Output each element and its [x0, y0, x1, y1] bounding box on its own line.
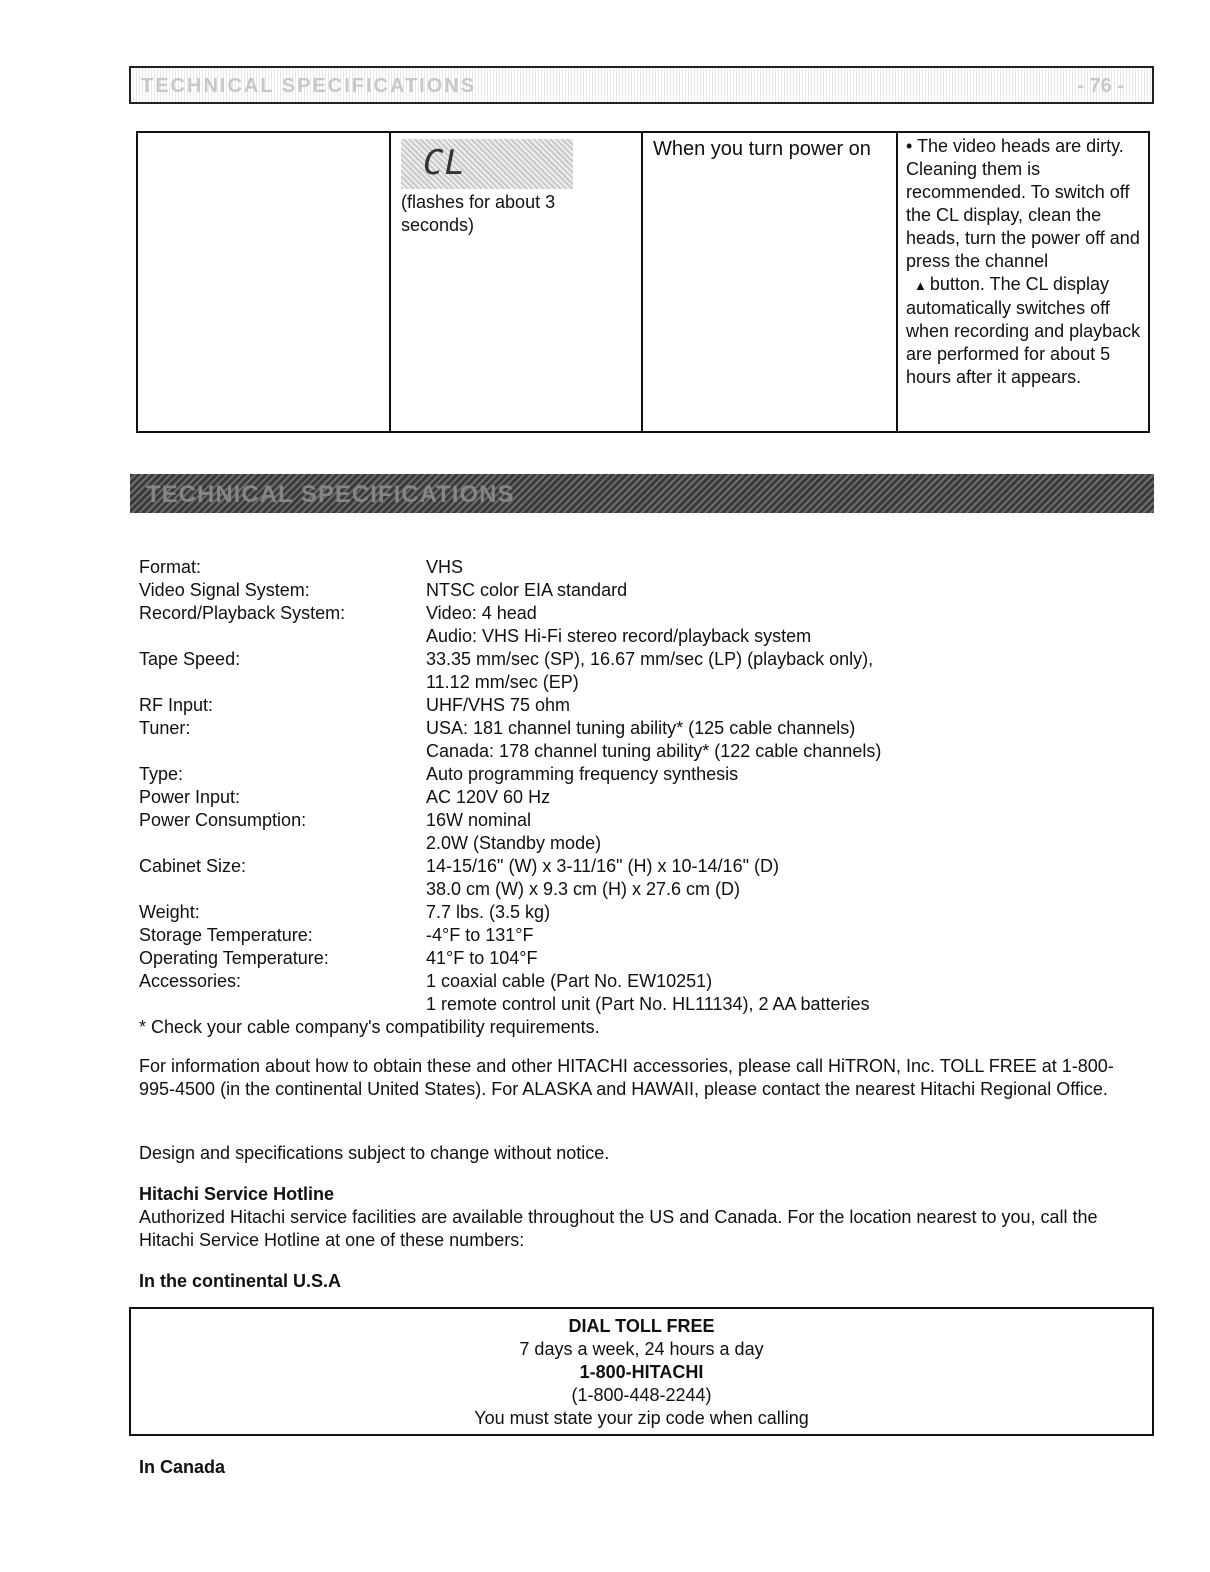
spec-values — [426, 786, 1139, 809]
spec-value: 33.35 mm/sec (SP), 16.67 mm/sec (LP) (playback only), — [426, 649, 874, 669]
spec-values — [426, 970, 1139, 1016]
spec-row — [139, 809, 1139, 855]
spec-label: Record/Playback System: — [139, 603, 346, 623]
accessories-info: For information about how to obtain these and other HITACHI accessories, please call HiTRON, Inc. TOLL FREE at 1-800-995-4500 (in the continental United States). For ALASKA and HAWAII, please contact the nearest Hitachi Regional Office. — [139, 1056, 1114, 1099]
spec-value: AC 120V 60 Hz — [426, 787, 551, 807]
spec-label: Operating Temperature: — [139, 948, 329, 968]
cl-display-graphic — [401, 139, 573, 189]
remedy-part-1: • The video heads are dirty. Cleaning them is recommended. To switch off the CL display, clean the heads, turn the power off and press the channel — [906, 136, 1140, 271]
spec-label: Video Signal System: — [139, 580, 310, 600]
troubleshooting-table — [136, 131, 1150, 433]
spec-label: Weight: — [139, 902, 200, 922]
spec-row — [139, 602, 1139, 648]
spec-value: USA: 181 channel tuning ability* (125 cable channels) — [426, 718, 856, 738]
spec-values — [426, 947, 1139, 970]
dial-toll-free: DIAL TOLL FREE — [568, 1316, 715, 1336]
spec-rows — [139, 556, 1139, 1016]
header-title: TECHNICAL SPECIFICATIONS — [141, 75, 477, 97]
spec-value: 14-15/16" (W) x 3-11/16" (H) x 10-14/16" (D) — [426, 856, 779, 876]
spec-label: Type: — [139, 764, 184, 784]
spec-value: 2.0W (Standby mode) — [426, 833, 602, 853]
spec-row — [139, 694, 1139, 717]
spec-row — [139, 556, 1139, 579]
spec-value: 11.12 mm/sec (EP) — [426, 672, 579, 692]
table-row — [137, 132, 1149, 432]
spec-label: RF Input: — [139, 695, 214, 715]
spec-value: 1 coaxial cable (Part No. EW10251) — [426, 971, 713, 991]
condition-cell — [642, 132, 897, 432]
spec-label: Tape Speed: — [139, 649, 241, 669]
hotline-digits: (1-800-448-2244) — [571, 1385, 712, 1405]
spec-values — [426, 717, 1139, 763]
display-caption: (flashes for about 3 seconds) — [401, 192, 556, 235]
spec-row — [139, 855, 1139, 901]
spec-row — [139, 579, 1139, 602]
hotline-box — [129, 1307, 1154, 1436]
spec-value: Audio: VHS Hi-Fi stereo record/playback system — [426, 626, 812, 646]
spec-values — [426, 901, 1139, 924]
spec-values — [426, 809, 1139, 855]
spec-row — [139, 947, 1139, 970]
spec-label: Power Consumption: — [139, 810, 307, 830]
spec-row — [139, 648, 1139, 694]
spec-label: Format: — [139, 557, 202, 577]
spec-row — [139, 970, 1139, 1016]
spec-value: NTSC color EIA standard — [426, 580, 628, 600]
hotline-heading: Hitachi Service Hotline — [139, 1184, 335, 1204]
cl-display-code: CL — [423, 143, 466, 183]
display-cell — [390, 132, 642, 432]
remedy-part-2: button. The CL display automatically switches off when recording and playback are performed for about 5 hours after it appears. — [906, 274, 1141, 387]
spec-label: Accessories: — [139, 971, 242, 991]
spec-value: 1 remote control unit (Part No. HL11134), 2 AA batteries — [426, 994, 870, 1014]
spec-values — [426, 648, 1139, 694]
spec-row — [139, 924, 1139, 947]
spec-label: Tuner: — [139, 718, 191, 738]
remedy-cell — [897, 132, 1149, 432]
spec-row — [139, 786, 1139, 809]
hotline-number: 1-800-HITACHI — [579, 1362, 704, 1382]
usa-heading: In the continental U.S.A — [139, 1271, 342, 1291]
spec-values — [426, 602, 1139, 648]
empty-cell — [137, 132, 390, 432]
spec-list — [139, 556, 1139, 1039]
spec-value: UHF/VHS 75 ohm — [426, 695, 571, 715]
spec-values — [426, 855, 1139, 901]
spec-row — [139, 901, 1139, 924]
spec-value: 41°F to 104°F — [426, 948, 538, 968]
spec-row — [139, 763, 1139, 786]
spec-values — [426, 556, 1139, 579]
zip-notice: You must state your zip code when calling — [474, 1408, 809, 1428]
spec-label: Cabinet Size: — [139, 856, 247, 876]
spec-value: VHS — [426, 557, 464, 577]
availability: 7 days a week, 24 hours a day — [519, 1339, 764, 1359]
canada-heading: In Canada — [139, 1457, 226, 1477]
remedy-text — [906, 135, 1148, 389]
footnote: * Check your cable company's compatibility requirements. — [139, 1017, 600, 1037]
section-banner — [130, 474, 1154, 513]
spec-label: Storage Temperature: — [139, 925, 313, 945]
spec-value: -4°F to 131°F — [426, 925, 534, 945]
page-header-bar — [129, 66, 1154, 104]
spec-values — [426, 763, 1139, 786]
spec-value: Canada: 178 channel tuning ability* (122 cable channels) — [426, 741, 882, 761]
disclaimer: Design and specifications subject to change without notice. — [139, 1143, 610, 1163]
spec-value: 38.0 cm (W) x 9.3 cm (H) x 27.6 cm (D) — [426, 879, 741, 899]
spec-value: 7.7 lbs. (3.5 kg) — [426, 902, 551, 922]
section-title: TECHNICAL SPECIFICATIONS — [146, 481, 515, 508]
condition-text: When you turn power on — [653, 138, 871, 160]
page-number: - 76 - — [1077, 75, 1124, 97]
spec-values — [426, 924, 1139, 947]
spec-value: 16W nominal — [426, 810, 532, 830]
spec-row — [139, 717, 1139, 763]
spec-values — [426, 694, 1139, 717]
spec-value: Auto programming frequency synthesis — [426, 764, 739, 784]
channel-up-arrow-icon: ▲ — [914, 278, 927, 293]
hotline-body: Authorized Hitachi service facilities are available throughout the US and Canada. For the location nearest to you, call the Hitachi Service Hotline at one of these numbers: — [139, 1207, 1098, 1250]
spec-value: Video: 4 head — [426, 603, 537, 623]
spec-values — [426, 579, 1139, 602]
spec-label: Power Input: — [139, 787, 241, 807]
